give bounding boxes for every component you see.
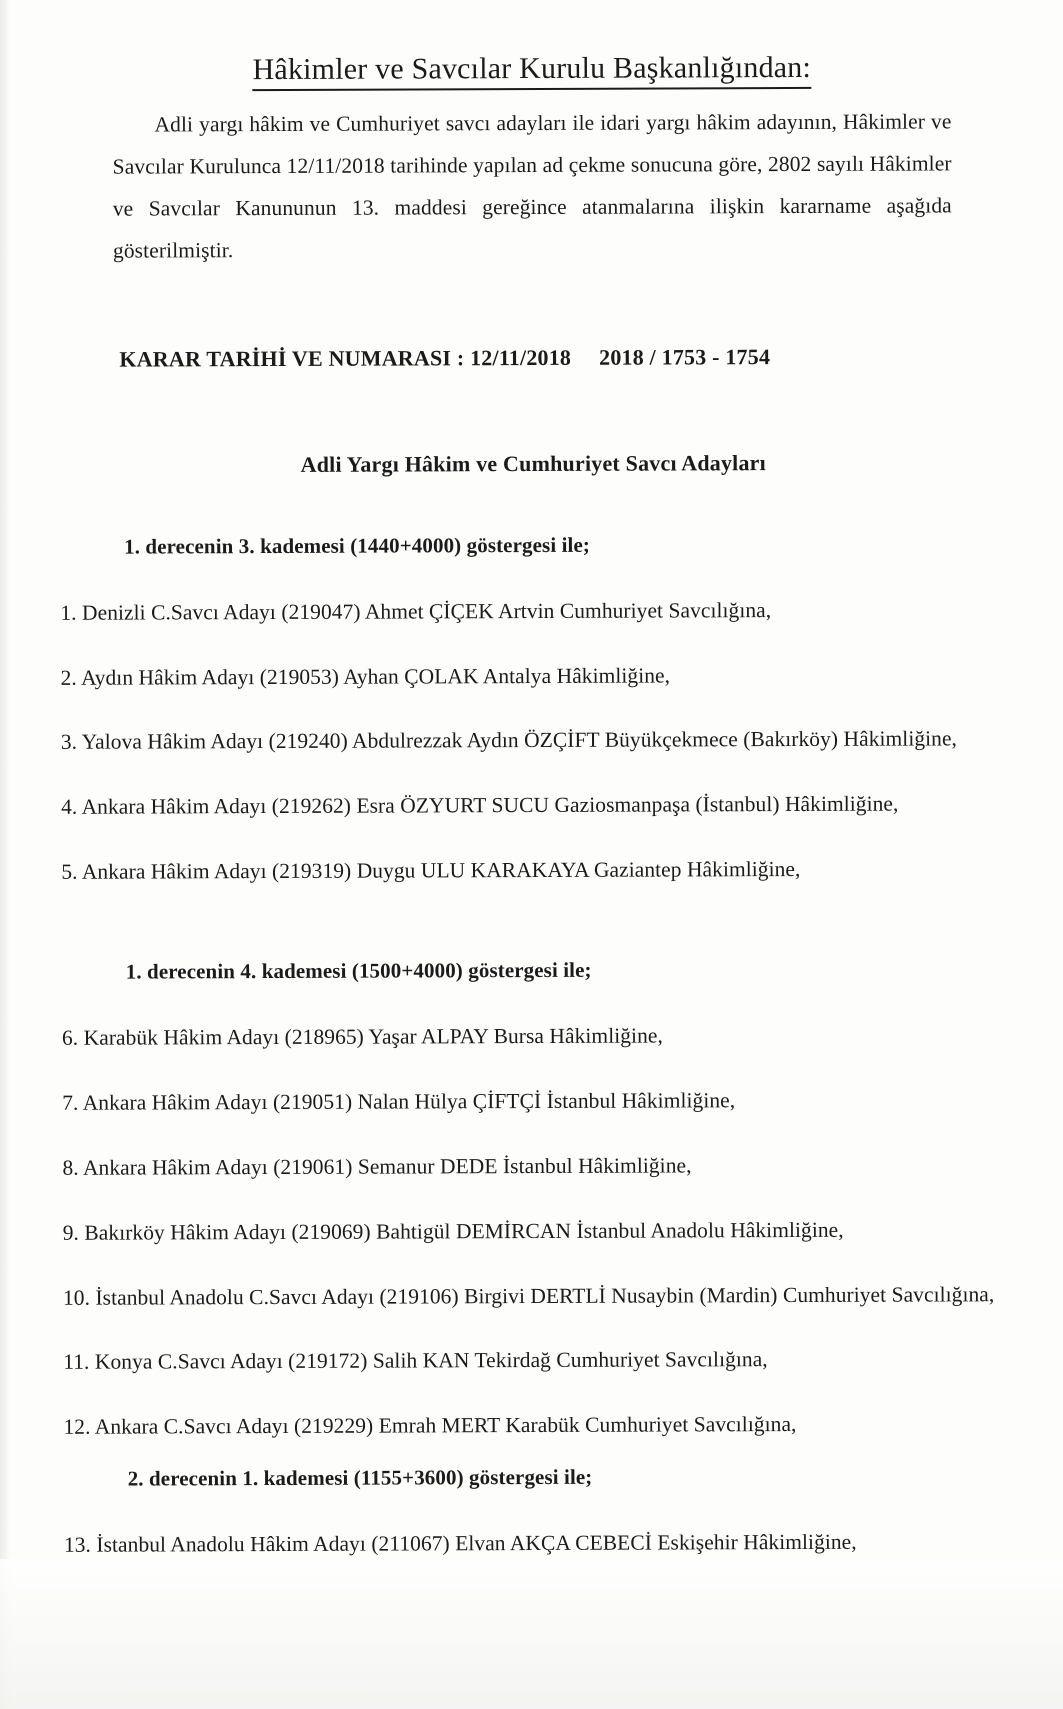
list-item: 13. İstanbul Anadolu Hâkim Adayı (211067) Elvan AKÇA CEBECİ Eskişehir Hâkimliğine, bbox=[63, 1529, 857, 1557]
scan-edge-bottom bbox=[0, 1559, 1063, 1709]
grade-heading-3: 2. derecenin 1. kademesi (1155+3600) göstergesi ile; bbox=[127, 1464, 593, 1491]
decision-date-and-number bbox=[1, 343, 1063, 373]
entry-list-1 bbox=[2, 596, 1063, 886]
list-item: 6. Karabük Hâkim Adayı (218965) Yaşar ALPAY Bursa Hâkimliğine, bbox=[61, 1023, 663, 1050]
list-item: 2. Aydın Hâkim Adayı (219053) Ayhan ÇOLAK Antalya Hâkimliğine, bbox=[60, 663, 671, 690]
grade-heading-1: 1. derecenin 3. kademesi (1440+4000) göstergesi ile; bbox=[124, 532, 591, 559]
list-item: 4. Ankara Hâkim Adayı (219262) Esra ÖZYURT SUCU Gaziosmanpaşa (İstanbul) Hâkimliğine, bbox=[61, 791, 899, 820]
page-title bbox=[0, 50, 1063, 87]
list-item: 9. Bakırköy Hâkim Adayı (219069) Bahtigül DEMİRCAN İstanbul Anadolu Hâkimliğine, bbox=[62, 1217, 844, 1245]
list-item: 12. Ankara C.Savcı Adayı (219229) Emrah MERT Karabük Cumhuriyet Savcılığına, bbox=[63, 1412, 797, 1440]
section-title: Adli Yargı Hâkim ve Cumhuriyet Savcı Adayları bbox=[300, 449, 766, 477]
list-item: 5. Ankara Hâkim Adayı (219319) Duygu ULU KARAKAYA Gaziantep Hâkimliğine, bbox=[61, 857, 801, 884]
entry-list-2 bbox=[4, 1021, 1063, 1441]
intro-paragraph: Adli yargı hâkim ve Cumhuriyet savcı adayları ile idari yargı hâkim adayının, Hâkimler ve Savcılar Kurulunca 12/11/2018 tarihinde yapılan ad çekme sonucuna göre, 2802 sayılı Hâkimler ve Savcılar Kanununun 13. maddesi gereğince atanmalarına ilişkin kararname aşağıda gösterilmiştir. bbox=[112, 109, 952, 263]
decision-number: 2018 / 1753 - 1754 bbox=[599, 343, 771, 370]
list-item: 10. İstanbul Anadolu C.Savcı Adayı (219106) Birgivi DERTLİ Nusaybin (Mardin) Cumhuriyet Savcılığına, bbox=[62, 1281, 995, 1310]
decision-label: KARAR TARİHİ VE NUMARASI : 12/11/2018 bbox=[119, 344, 572, 372]
grade-heading-2: 1. derecenin 4. kademesi (1500+4000) göstergesi ile; bbox=[125, 957, 592, 984]
page-title-text: Hâkimler ve Savcılar Kurulu Başkanlığından: bbox=[252, 51, 811, 91]
list-item: 1. Denizli C.Savcı Adayı (219047) Ahmet ÇİÇEK Artvin Cumhuriyet Savcılığına, bbox=[60, 597, 772, 625]
list-item: 11. Konya C.Savcı Adayı (219172) Salih KAN Tekirdağ Cumhuriyet Savcılığına, bbox=[63, 1347, 768, 1375]
list-item: 7. Ankara Hâkim Adayı (219051) Nalan Hülya ÇİFTÇİ İstanbul Hâkimliğine, bbox=[62, 1088, 736, 1115]
list-item: 8. Ankara Hâkim Adayı (219061) Semanur DEDE İstanbul Hâkimliğine, bbox=[62, 1153, 692, 1180]
entry-list-3 bbox=[6, 1528, 1063, 1559]
list-item: 3. Yalova Hâkim Adayı (219240) Abdulrezzak Aydın ÖZÇİFT Büyükçekmece (Bakırköy) Hâkimliğine, bbox=[60, 726, 958, 755]
